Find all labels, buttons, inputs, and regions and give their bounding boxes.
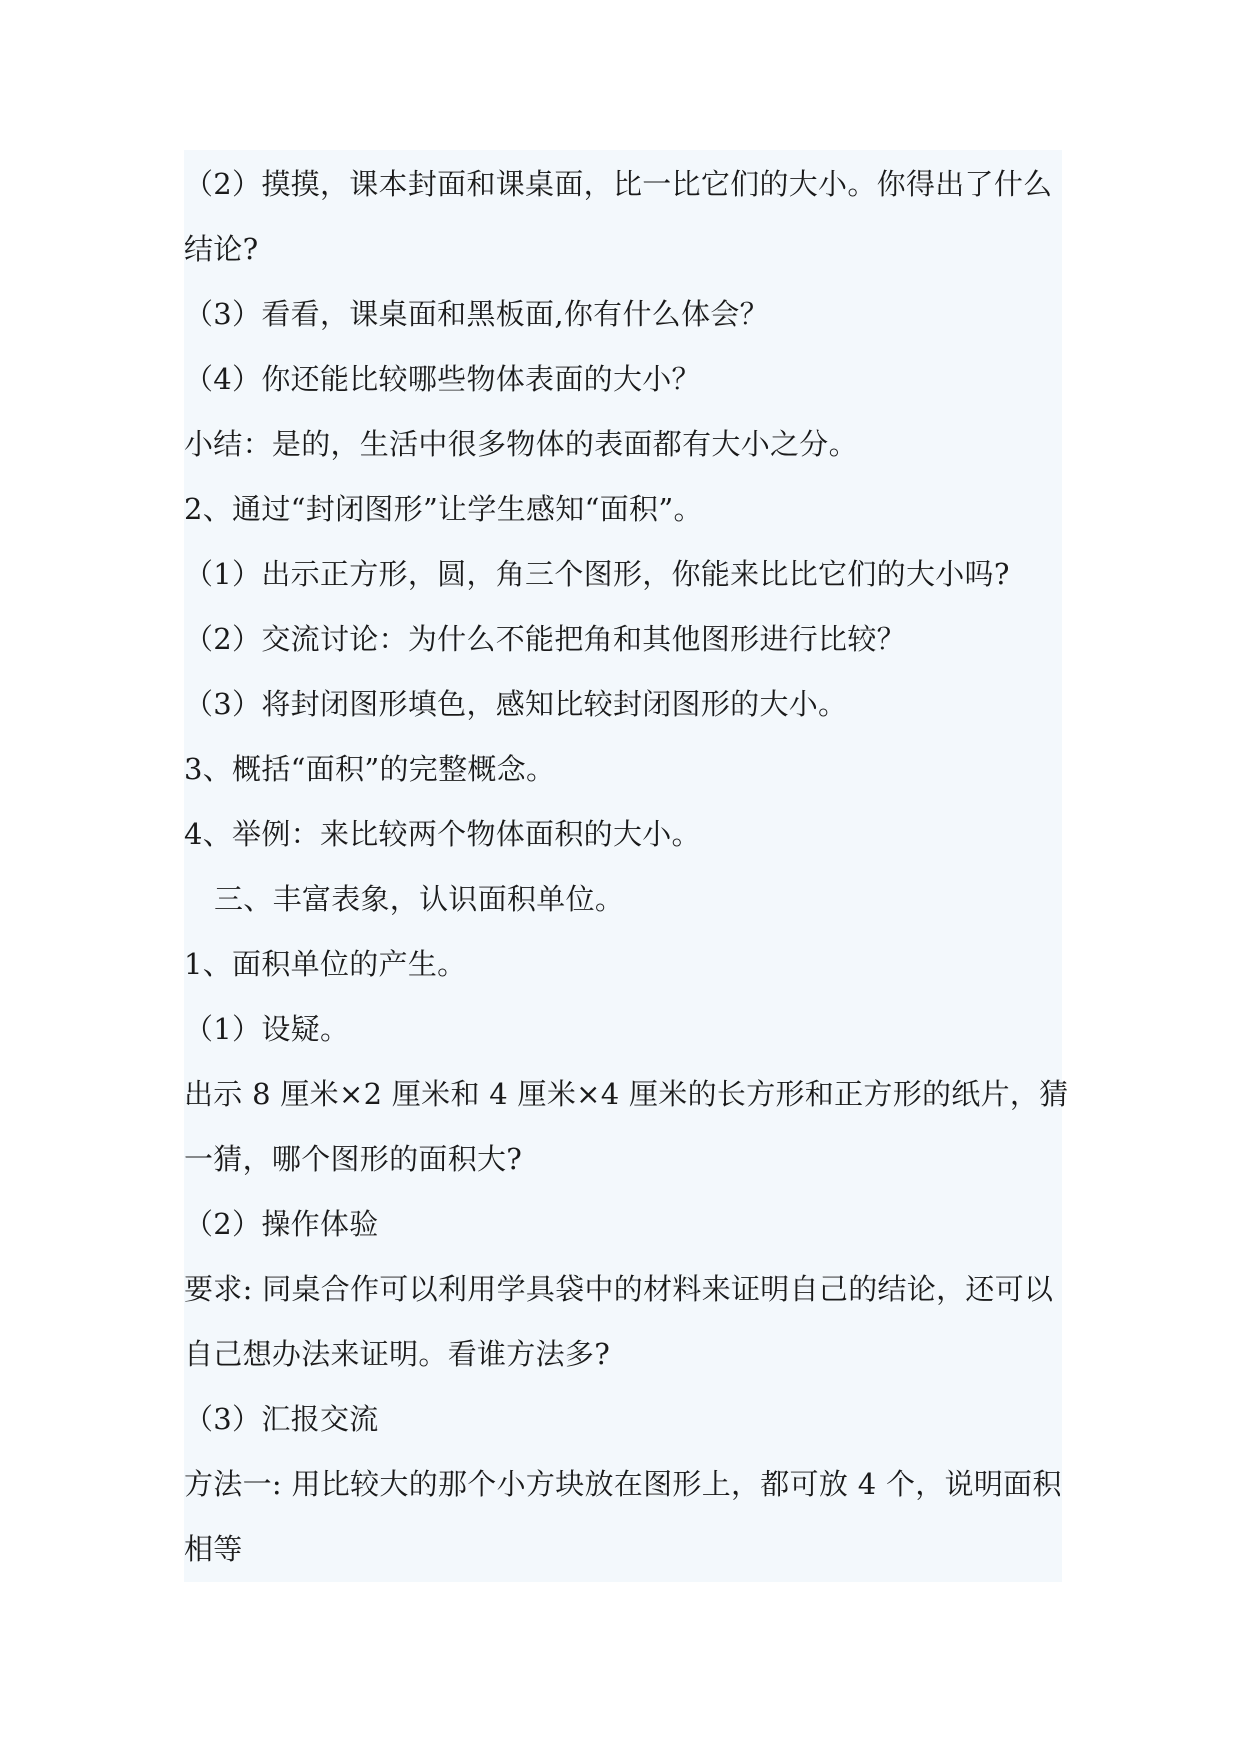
text-line-6: 2、通过“封闭图形”让学生感知“面积”。 [184,492,703,526]
text-line-14: （1）设疑。 [184,1012,350,1046]
text-line-15: 出示 8 厘米×2 厘米和 4 厘米×4 厘米的长方形和正方形的纸片，猜 [184,1077,1069,1111]
section-heading: 三、丰富表象，认识面积单位。 [214,882,625,916]
text-line-17: （2）操作体验 [184,1207,379,1241]
text-line-2: 结论? [184,232,259,266]
text-line-19: 自己想办法来证明。看谁方法多? [184,1337,611,1371]
text-line-8: （2）交流讨论：为什么不能把角和其他图形进行比较？ [184,622,906,656]
text-line-5: 小结：是的，生活中很多物体的表面都有大小之分。 [184,427,858,461]
text-line-4: （4）你还能比较哪些物体表面的大小？ [184,362,701,396]
text-line-18: 要求: 同桌合作可以利用学具袋中的材料来证明自己的结论，还可以 [184,1272,1054,1306]
text-line-9: （3）将封闭图形填色，感知比较封闭图形的大小。 [184,687,848,721]
document-page [184,150,1069,1582]
text-line-13: 1、面积单位的产生。 [184,947,467,981]
text-line-20: （3）汇报交流 [184,1402,379,1436]
text-line-1: （2）摸摸，课本封面和课桌面，比一比它们的大小。你得出了什么 [184,167,1053,201]
text-line-21: 方法一: 用比较大的那个小方块放在图形上，都可放 4 个，说明面积 [184,1467,1062,1501]
text-line-10: 3、概括“面积”的完整概念。 [184,752,556,786]
text-line-16: 一猜，哪个图形的面积大? [184,1142,523,1176]
text-line-3: （3）看看，课桌面和黑板面,你有什么体会？ [184,297,769,331]
text-line-7: （1）出示正方形，圆，角三个图形，你能来比比它们的大小吗? [184,557,1010,591]
text-line-22: 相等 [184,1532,243,1566]
text-line-11: 4、举例：来比较两个物体面积的大小。 [184,817,701,851]
